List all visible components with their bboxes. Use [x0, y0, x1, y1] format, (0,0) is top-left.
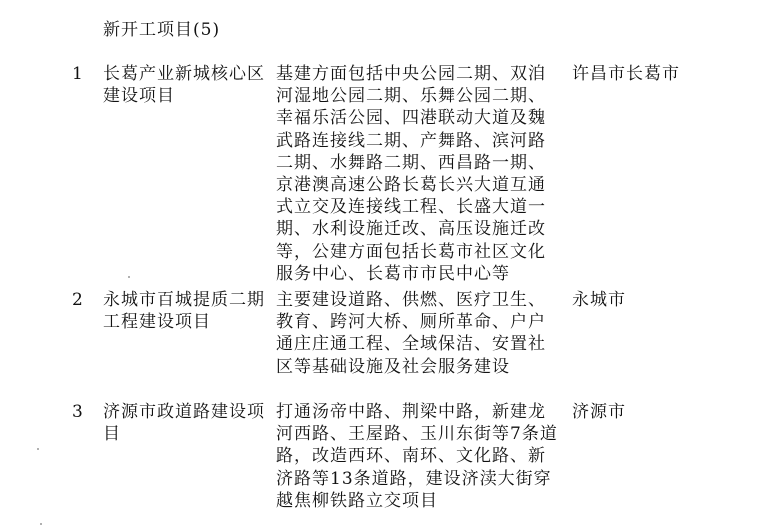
project-name: 济源市政道路建设项目 — [103, 402, 265, 444]
project-number: 2 — [72, 290, 83, 310]
project-name: 长葛产业新城核心区建设项目 — [103, 64, 265, 106]
scan-speck — [128, 276, 130, 278]
project-location: 许昌市长葛市 — [572, 64, 680, 84]
project-name: 永城市百城提质二期工程建设项目 — [103, 290, 265, 332]
section-title: 新开工项目(5) — [103, 20, 221, 40]
project-location: 济源市 — [572, 402, 626, 422]
scan-speck — [40, 523, 42, 525]
project-description: 主要建设道路、供燃、医疗卫生、教育、跨河大桥、厕所革命、户户通庄庄通工程、全域保洁、安置社区等基础设施及社会服务建设 — [276, 290, 546, 377]
project-location: 永城市 — [572, 290, 626, 310]
project-description: 打通汤帝中路、荆梁中路，新建龙河西路、王屋路、玉川东街等7条道路，改造西环、南环、文化路、新济路等13条道路，建设济渎大街穿越焦柳铁路立交项目 — [276, 402, 558, 511]
scan-speck — [37, 448, 39, 450]
project-description: 基建方面包括中央公园二期、双洎河湿地公园二期、乐舞公园二期、幸福乐活公园、四港联动大道及魏武路连接线二期、产舞路、滨河路二期、水舞路二期、西昌路一期、京港澳高速公路长葛长兴大道互通式立交及连接线工程、长盛大道一期、水利设施迁改、高压设施迁改等，公建方面包括长葛市社区文化服务中心、长葛市市民中心等 — [276, 64, 546, 284]
project-number: 3 — [72, 402, 83, 422]
project-number: 1 — [72, 64, 83, 84]
